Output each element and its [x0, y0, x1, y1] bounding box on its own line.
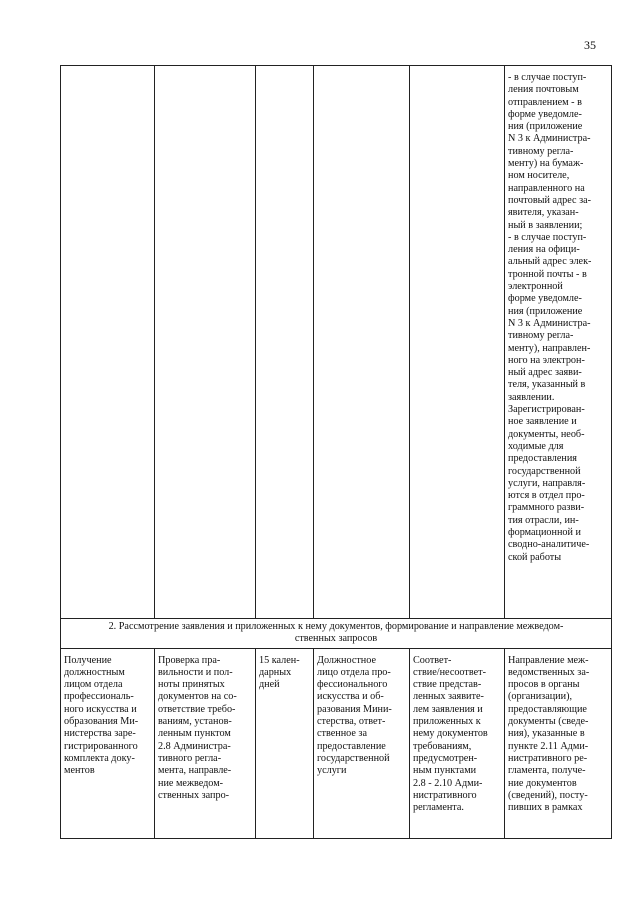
page-number: 35 [584, 38, 596, 52]
result-text-bottom: Направление меж- ведомственных за- просов в органы (организации), предоставляющие документы (сведе- ния), указанные в пункте 2.11 Адми- нистративного ре- гламента, получе- ние документов (сведений), посту- пивших в рамках [508, 654, 590, 814]
cell-criteria [410, 648, 505, 838]
content-text: Проверка пра- вильности и пол- ноты принятых документов на со- ответствие требо- ваниям, установ- ленным пунктом 2.8 Администра- тивного регла- мента, направле- ние межведом- ственных запро- [158, 654, 237, 801]
duration-text: 15 кален- дарных дней [259, 654, 300, 691]
result-cell [505, 66, 612, 619]
cell-result [505, 648, 612, 838]
cell-basis [61, 648, 155, 838]
section-header-row [61, 619, 612, 649]
table-row-continuation [61, 66, 612, 619]
empty-cell [314, 66, 410, 619]
cell-content [155, 648, 256, 838]
empty-cell [410, 66, 505, 619]
section-header-cell [61, 619, 612, 649]
cell-responsible [314, 648, 410, 838]
cell-duration [256, 648, 314, 838]
responsible-text: Должностное лицо отдела про- фессионального искусства и об- разования Мини- стерства, ответ- ственное за предоставление государственной услуги [317, 654, 392, 777]
regulation-table [60, 65, 612, 839]
empty-cell [61, 66, 155, 619]
empty-cell [256, 66, 314, 619]
table-row-procedure [61, 648, 612, 838]
section-header-text: 2. Рассмотрение заявления и приложенных к нему документов, формирование и направление межведом- ственных запросов [108, 621, 564, 645]
result-text: - в случае поступ- ления почтовым отправлением - в форме уведомле- ния (приложение N 3 к Администра- тивному регла- менту) на бумаж- ном носителе, направленного на почтовый адрес за- явителя, указан- ный в заявлении; - в случае поступ- ления на офици- альный адрес элек- тронной почты - в электронной форме уведомле- ния (приложение N 3 к Администра- тивному регла- менту), направлен- ного на электрон- ный адрес заяви- теля, указанный в заявлении. Зарегистрирован- ное заявление и документы, необ- ходимые для предоставления государственной услуги, направля- ются в отдел про- граммного разви- тия отрасли, ин- формационной и сводно-аналитиче- ской работы [508, 72, 592, 563]
empty-cell [155, 66, 256, 619]
basis-text: Получение должностным лицом отдела профессиональ- ного искусства и образования Ми- нистерства заре- гистрированного комплекта доку- ментов [64, 654, 139, 777]
criteria-text: Соответ- ствие/несоответ- ствие представ- ленных заявите- лем заявления и приложенных к нему документов требованиям, предусмотрен- ным пунктами 2.8 - 2.10 Адми- нистративного регламента. [413, 654, 488, 814]
